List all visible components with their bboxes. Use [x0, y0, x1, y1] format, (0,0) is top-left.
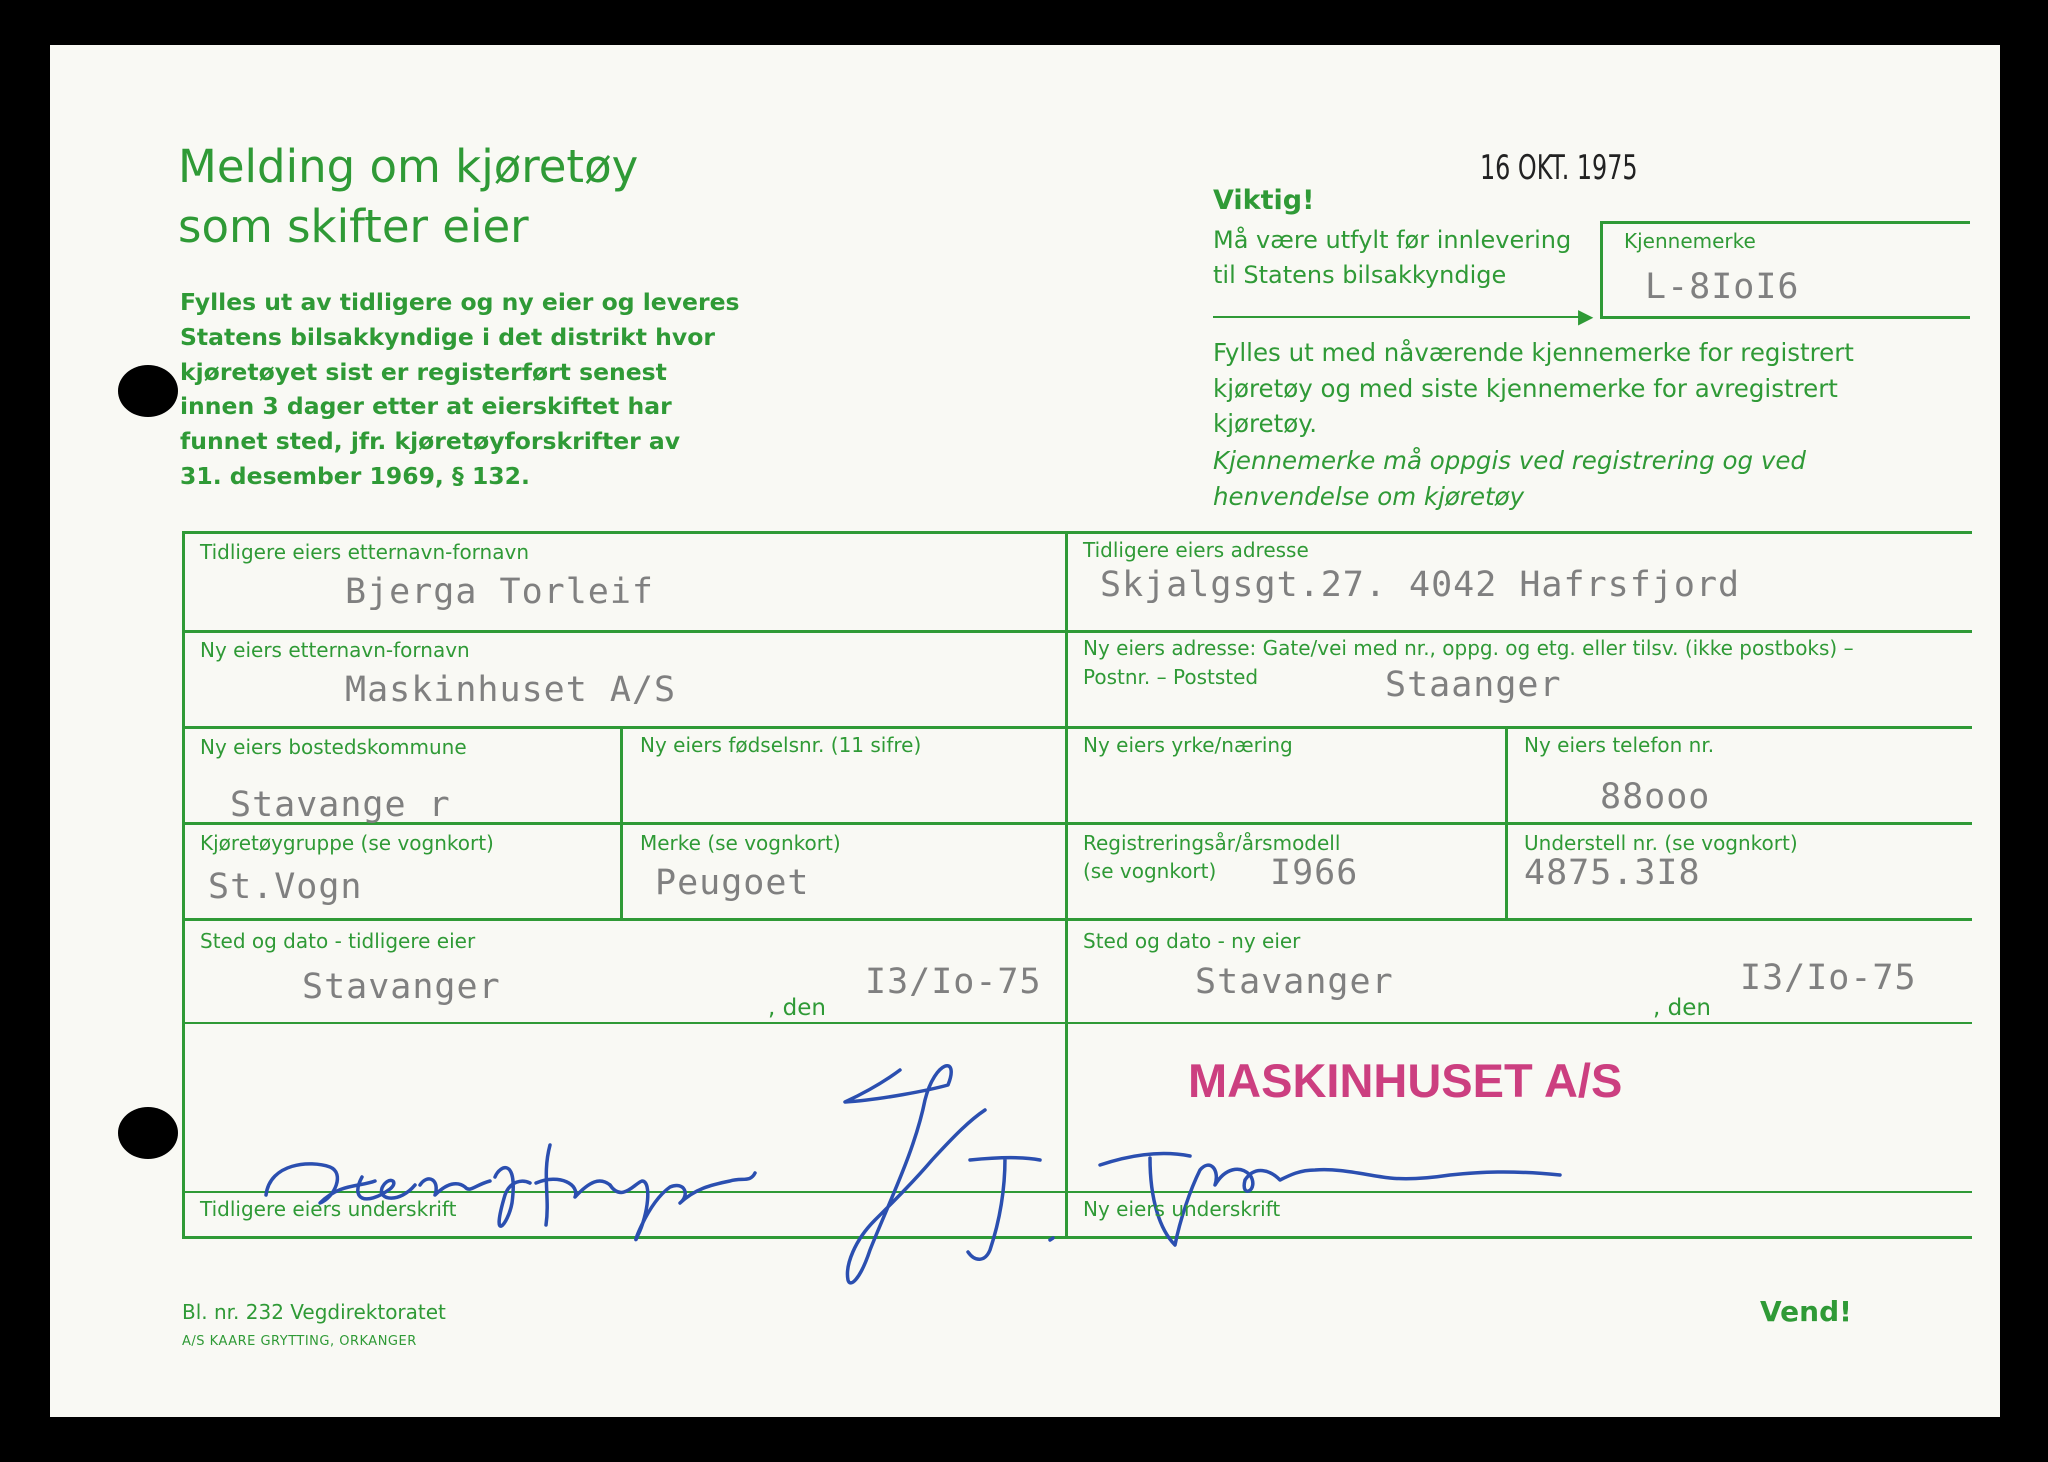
viktig-line: Må være utfylt før innlevering	[1213, 226, 1572, 254]
viktig-line: til Statens bilsakkyndige	[1213, 261, 1507, 289]
chassis-label: Understell nr. (se vognkort)	[1524, 831, 1798, 855]
instruction-line: funnet sted, jfr. kjøretøyforskrifter av	[180, 427, 681, 456]
kjennemerke-box-bottom	[1600, 316, 1970, 319]
instruction-line: Statens bilsakkyndige i det distrikt hvor	[180, 322, 715, 351]
new-owner-address-field[interactable]: Staanger	[1385, 665, 1562, 705]
new-owner-name-label: Ny eiers etternavn-fornavn	[200, 638, 470, 662]
received-date-stamp: 16 OKT. 1975	[1480, 148, 1638, 188]
italic-line: henvendelse om kjøretøy	[1213, 481, 1525, 511]
prev-place-date-label: Sted og dato - tidligere eier	[200, 929, 476, 953]
kjennemerke-label: Kjennemerke	[1624, 229, 1756, 253]
vehicle-group-label: Kjøretøygruppe (se vognkort)	[200, 831, 494, 855]
new-place-field[interactable]: Stavanger	[1195, 962, 1394, 1002]
prev-place-field[interactable]: Stavanger	[302, 967, 501, 1007]
form-title	[178, 137, 638, 257]
grid-left	[182, 531, 185, 1239]
footer-printer: A/S KAARE GRYTTING, ORKANGER	[182, 1334, 417, 1349]
instructions-block	[180, 285, 740, 494]
prev-owner-name-label: Tidligere eiers etternavn-fornavn	[200, 540, 529, 564]
info-line: kjøretøy og med siste kjennemerke for avregistrert	[1213, 373, 1838, 403]
arrow-head-icon: ▶	[1578, 304, 1594, 328]
grid-row-line	[182, 630, 1972, 633]
new-den-label: , den	[1653, 995, 1711, 1021]
form-title-line1: Melding om kjøretøy	[178, 140, 639, 193]
viktig-text	[1213, 223, 1571, 293]
instruction-line: 31. desember 1969, § 132.	[180, 461, 530, 490]
vehicle-group-field[interactable]: St.Vogn	[208, 867, 363, 907]
instruction-line: kjøretøyet sist er registerført senest	[180, 357, 667, 386]
make-field[interactable]: Peugoet	[655, 863, 810, 903]
grid-row-line	[182, 1022, 1972, 1024]
occupation-label: Ny eiers yrke/næring	[1083, 733, 1293, 757]
kjennemerke-box-top	[1600, 221, 1970, 224]
municipality-label: Ny eiers bostedskommune	[200, 735, 467, 759]
grid-row-line	[182, 918, 1972, 921]
grid-row-line	[182, 726, 1972, 729]
prev-signature-label: Tidligere eiers underskrift	[200, 1197, 457, 1221]
grid-col-line	[620, 726, 623, 921]
viktig-heading: Viktig!	[1213, 185, 1315, 216]
vehicle-ownership-form	[50, 45, 2000, 1417]
form-title-line2: som skifter eier	[178, 200, 529, 253]
new-owner-address-label: Ny eiers adresse: Gate/vei med nr., oppg. og etg. eller tilsv. (ikke postboks) –	[1083, 636, 1854, 660]
new-owner-signature	[820, 1040, 1780, 1315]
instruction-line: innen 3 dager etter at eierskiftet har	[180, 392, 672, 421]
prev-owner-name-field[interactable]: Bjerga Torleif	[345, 572, 655, 612]
company-stamp: MASKINHUSET A/S	[1188, 1054, 1623, 1107]
prev-owner-address-label: Tidligere eiers adresse	[1083, 538, 1309, 562]
grid-col-line	[1505, 726, 1508, 921]
make-label: Merke (se vognkort)	[640, 831, 841, 855]
footer-form-number: Bl. nr. 232 Vegdirektoratet	[182, 1300, 446, 1324]
kjennemerke-italic-note	[1213, 443, 1806, 514]
punch-hole	[118, 1107, 178, 1159]
phone-field[interactable]: 88ooo	[1600, 777, 1711, 817]
reg-year-label-sub: (se vognkort)	[1083, 859, 1217, 883]
chassis-field[interactable]: 4875.3I8	[1524, 853, 1701, 893]
new-owner-name-field[interactable]: Maskinhuset A/S	[345, 670, 677, 710]
grid-top	[182, 531, 1972, 534]
arrow-line	[1213, 316, 1588, 318]
italic-line: Kjennemerke må oppgis ved registrering og ved	[1213, 446, 1806, 475]
municipality-field[interactable]: Stavange r	[230, 785, 451, 825]
new-date-field[interactable]: I3/Io-75	[1740, 958, 1917, 998]
info-line: Fylles ut med nåværende kjennemerke for registrert	[1213, 338, 1854, 367]
reg-year-label: Registreringsår/årsmodell	[1083, 831, 1341, 855]
prev-date-field[interactable]: I3/Io-75	[865, 962, 1042, 1002]
new-signature-label: Ny eiers underskrift	[1083, 1197, 1281, 1221]
instruction-line: Fylles ut av tidligere og ny eier og leveres	[180, 288, 740, 316]
new-owner-postnr-label: Postnr. – Poststed	[1083, 665, 1259, 689]
kjennemerke-value: L-8IoI6	[1645, 267, 1800, 307]
prev-den-label: , den	[768, 995, 826, 1021]
info-line: kjøretøy.	[1213, 409, 1317, 438]
reg-year-field[interactable]: I966	[1270, 853, 1359, 893]
prev-owner-signature	[250, 1085, 870, 1265]
new-place-date-label: Sted og dato - ny eier	[1083, 929, 1301, 953]
birthno-label: Ny eiers fødselsnr. (11 sifre)	[640, 733, 922, 757]
kjennemerke-box-left	[1600, 221, 1603, 318]
phone-label: Ny eiers telefon nr.	[1524, 733, 1715, 757]
footer-turn-over: Vend!	[1760, 1295, 1852, 1328]
kjennemerke-info	[1213, 335, 1854, 442]
punch-hole	[118, 365, 178, 417]
prev-owner-address-field[interactable]: Skjalgsgt.27. 4042 Hafrsfjord	[1100, 565, 1741, 605]
